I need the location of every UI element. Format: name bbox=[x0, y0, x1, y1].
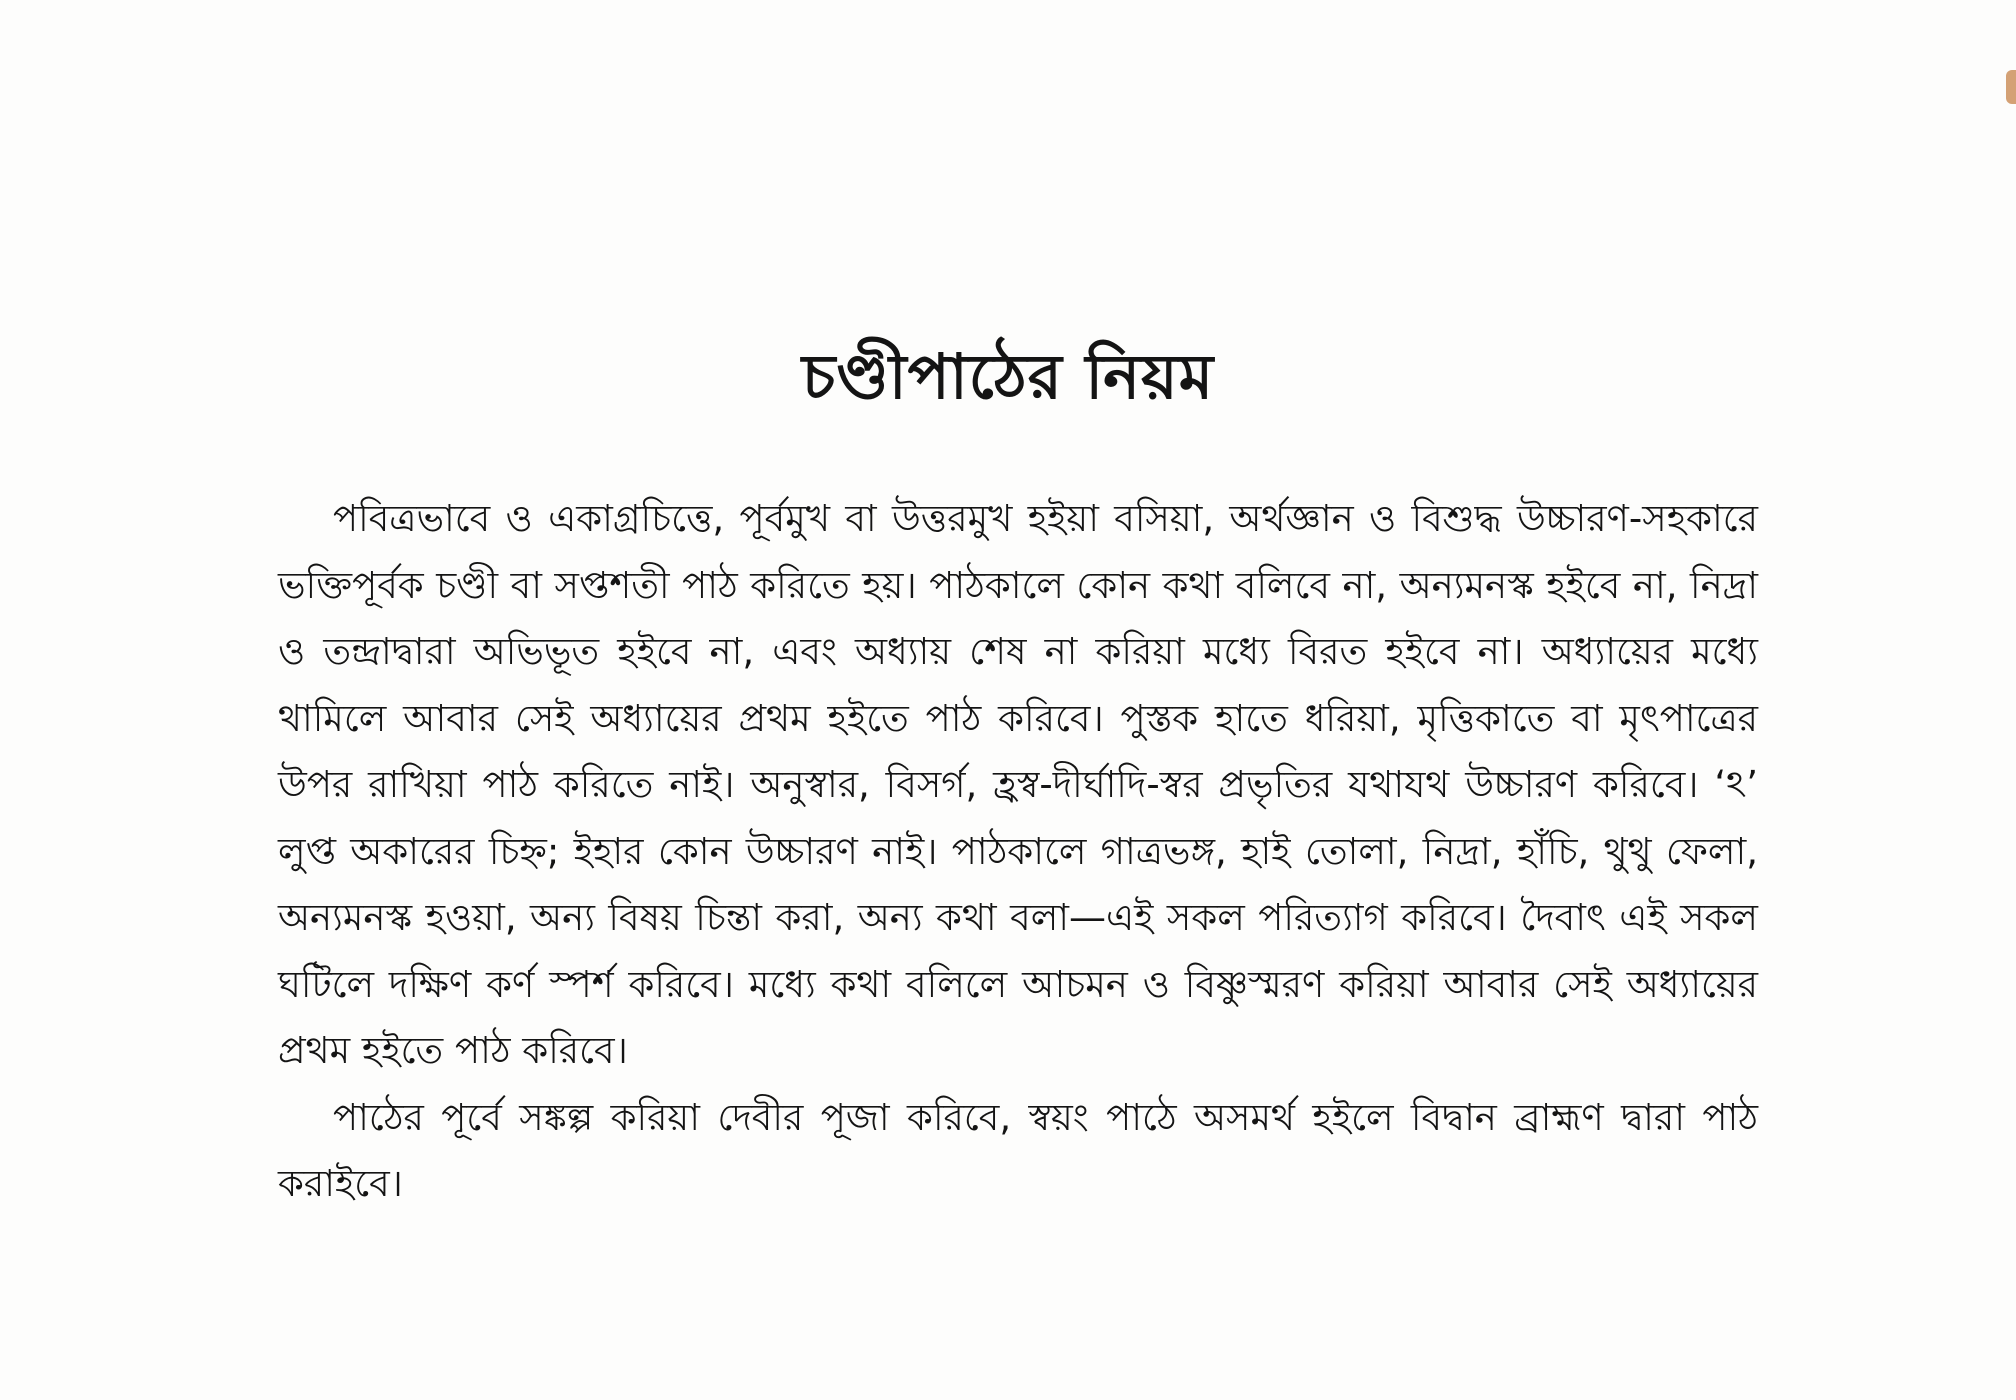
paragraph-sankalpa: পাঠের পূর্বে সঙ্কল্প করিয়া দেবীর পূজা করিবে, স্বয়ং পাঠে অসমর্থ হইলে বিদ্বান ব্রাহ্মণ দ্বারা পাঠ করাইবে। bbox=[278, 1095, 1758, 1205]
body-text bbox=[278, 486, 1758, 1218]
page-title: চণ্ডীপাঠের নিয়ম bbox=[801, 339, 1215, 413]
paragraph-rules: পবিত্রভাবে ও একাগ্রচিত্তে, পূর্বমুখ বা উত্তরমুখ হইয়া বসিয়া, অর্থজ্ঞান ও বিশুদ্ধ উচ্চারণ-সহকারে ভক্তিপূর্বক চণ্ডী বা সপ্তশতী পাঠ করিতে হয়। পাঠকালে কোন কথা বলিবে না, অন্যমনস্ক হইবে না, নিদ্রা ও তন্দ্রাদ্বারা অভিভূত হইবে না, এবং অধ্যায় শেষ না করিয়া মধ্যে বিরত হইবে না। অধ্যায়ের মধ্যে থামিলে আবার সেই অধ্যায়ের প্রথম হইতে পাঠ করিবে। পুস্তক হাতে ধরিয়া, মৃত্তিকাতে বা মৃৎপাত্রের উপর রাখিয়া পাঠ করিতে নাই। অনুস্বার, বিসর্গ, হ্রস্ব-দীর্ঘাদি-স্বর প্রভৃতির যথাযথ উচ্চারণ করিবে। ‘ঽ’ লুপ্ত অকারের চিহ্ন; ইহার কোন উচ্চারণ নাই। পাঠকালে গাত্রভঙ্গ, হাই তোলা, নিদ্রা, হাঁচি, থুথু ফেলা, অন্যমনস্ক হওয়া, অন্য বিষয় চিন্তা করা, অন্য কথা বলা—এই সকল পরিত্যাগ করিবে। দৈবাৎ এই সকল ঘটিলে দক্ষিণ কর্ণ স্পর্শ করিবে। মধ্যে কথা বলিলে আচমন ও বিষ্ণুস্মরণ করিয়া আবার সেই অধ্যায়ের প্রথম হইতে পাঠ করিবে। bbox=[278, 497, 1758, 1072]
page-edge-mark bbox=[2006, 70, 2016, 104]
